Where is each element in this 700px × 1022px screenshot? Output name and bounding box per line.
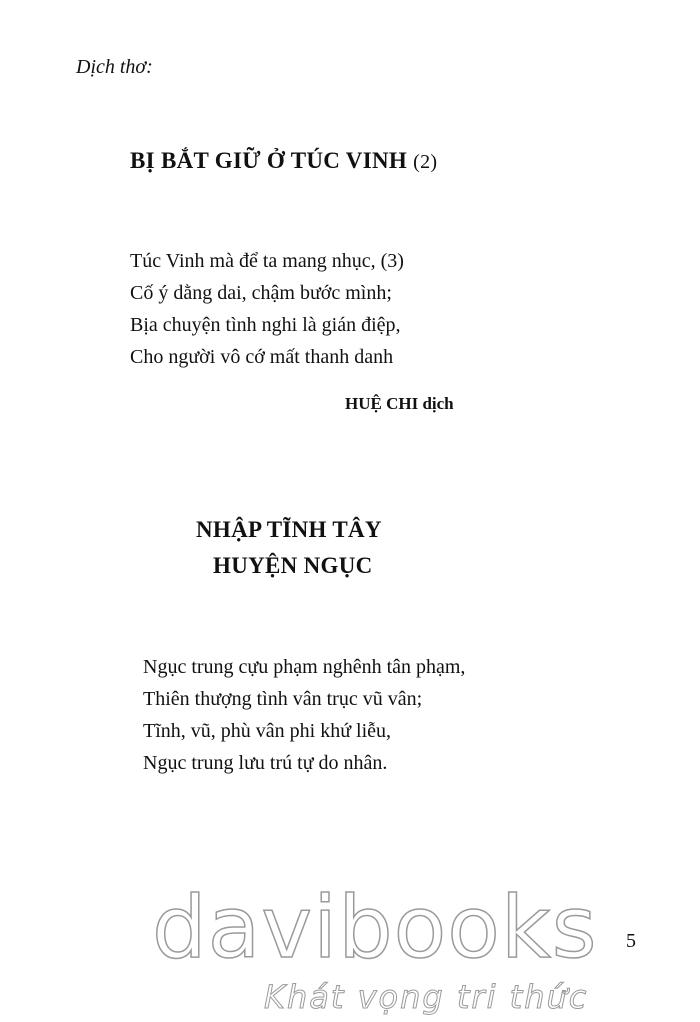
- poem1-title-note: (2): [413, 151, 438, 173]
- verse-line: Ngục trung lưu trú tự do nhân.: [143, 752, 388, 774]
- poem1-title: [130, 148, 437, 174]
- watermark-logo: davibooks: [152, 878, 598, 978]
- poem1-title-text: BỊ BẮT GIỮ Ở TÚC VINH: [130, 148, 408, 173]
- verse-line: Cố ý dằng dai, chậm bước mình;: [130, 282, 392, 304]
- watermark-slogan: Khát vọng tri thức: [264, 978, 589, 1016]
- poem1-verse: [130, 245, 404, 373]
- section-label: Dịch thơ:: [76, 56, 153, 78]
- poem2-title-line2: HUYỆN NGỤC: [213, 553, 373, 578]
- verse-line: Túc Vinh mà để ta mang nhục, (3): [130, 250, 404, 272]
- verse-line: Thiên thượng tình vân trục vũ vân;: [143, 688, 423, 710]
- verse-line: Cho người vô cớ mất thanh danh: [130, 346, 394, 368]
- verse-line: Ngục trung cựu phạm nghênh tân phạm,: [143, 656, 466, 678]
- verse-line: Tĩnh, vũ, phù vân phi khứ liễu,: [143, 720, 392, 742]
- poem2-title-line1: NHẬP TĨNH TÂY: [196, 517, 382, 542]
- page-number: 5: [626, 930, 636, 952]
- verse-line: Bịa chuyện tình nghi là gián điệp,: [130, 314, 401, 336]
- poem1-translator-credit: HUỆ CHI dịch: [345, 394, 454, 413]
- watermark: [152, 878, 598, 1016]
- poem2-verse: [143, 651, 465, 779]
